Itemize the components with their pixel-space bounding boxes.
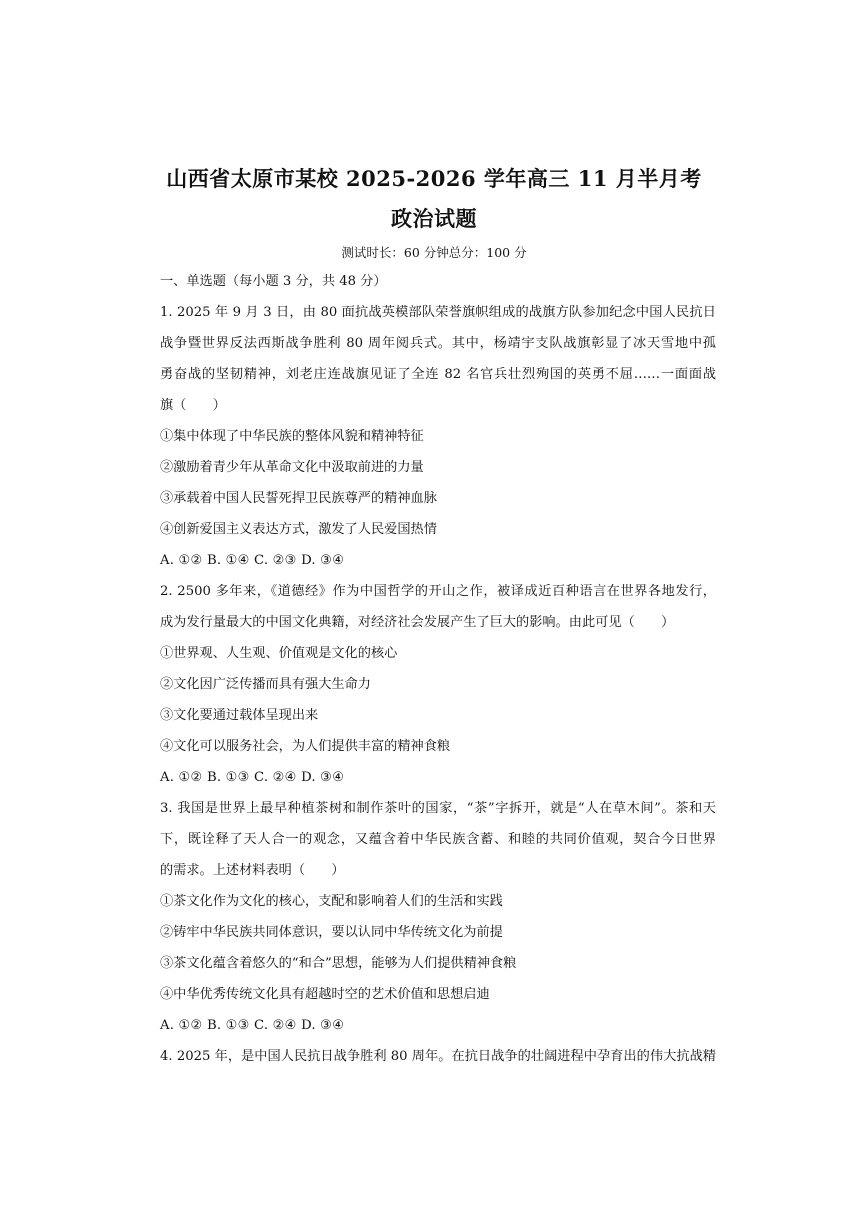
question-3-choices: A. ①② B. ①③ C. ②④ D. ③④ — [160, 1018, 345, 1033]
question-1-item-1: ①集中体现了中华民族的整体风貌和精神特征 — [160, 429, 424, 444]
question-3-item-4: ④中华优秀传统文化具有超越时空的艺术价值和思想启迪 — [160, 987, 490, 1002]
section-heading: 一、单选题（每小题 3 分，共 48 分） — [160, 274, 387, 289]
question-2-stem-line-2: 成为发行量最大的中国文化典籍，对经济社会发展产生了巨大的影响。由此可见（ ） — [160, 615, 675, 630]
question-3-item-3: ③茶文化蕴含着悠久的“和合”思想，能够为人们提供精神食粮 — [160, 956, 517, 971]
question-3-stem-line-2: 下，既诠释了天人合一的观念，又蕴含着中华民族含蓄、和睦的共同价值观，契合今日世界 — [160, 832, 716, 847]
question-2-item-2: ②文化因广泛传播而具有强大生命力 — [160, 677, 371, 692]
exam-info: 测试时长：60 分钟总分：100 分 — [341, 245, 527, 260]
exam-title: 山西省太原市某校 2025-2026 学年高三 11 月半月考 — [166, 166, 702, 191]
question-1-choices: A. ①② B. ①④ C. ②③ D. ③④ — [160, 553, 345, 568]
question-2-item-3: ③文化要通过载体呈现出来 — [160, 708, 319, 723]
question-1-item-2: ②激励着青少年从革命文化中汲取前进的力量 — [160, 460, 424, 475]
question-2-choices: A. ①② B. ①③ C. ②④ D. ③④ — [160, 770, 345, 785]
question-3-stem-line-3: 的需求。上述材料表明（ ） — [160, 863, 345, 878]
exam-subtitle: 政治试题 — [391, 206, 477, 231]
question-2-item-4: ④文化可以服务社会，为人们提供丰富的精神食粮 — [160, 739, 451, 754]
question-3-item-2: ②铸牢中华民族共同体意识，要以认同中华传统文化为前提 — [160, 925, 503, 940]
question-1-stem-line-3: 勇奋战的坚韧精神，刘老庄连战旗见证了全连 82 名官兵壮烈殉国的英勇不屈……一面面战 — [160, 367, 716, 382]
question-3-stem-line-1: 3. 我国是世界上最早种植茶树和制作茶叶的国家，“茶”字拆开，就是“人在草木间”。茶和天 — [160, 801, 716, 816]
question-1-item-4: ④创新爱国主义表达方式，激发了人民爱国热情 — [160, 522, 437, 537]
question-2-item-1: ①世界观、人生观、价值观是文化的核心 — [160, 646, 398, 661]
question-1-stem-line-2: 战争暨世界反法西斯战争胜利 80 周年阅兵式。其中，杨靖宇支队战旗彰显了冰天雪地中孤 — [160, 336, 716, 351]
question-1-stem-line-4: 旗（ ） — [160, 398, 226, 413]
question-3-item-1: ①茶文化作为文化的核心，支配和影响着人们的生活和实践 — [160, 894, 503, 909]
question-1-item-3: ③承载着中国人民誓死捍卫民族尊严的精神血脉 — [160, 491, 437, 506]
question-1-stem-line-1: 1. 2025 年 9 月 3 日，由 80 面抗战英模部队荣誉旗帜组成的战旗方队参加纪念中国人民抗日 — [160, 305, 716, 320]
question-4-stem-line-1: 4. 2025 年，是中国人民抗日战争胜利 80 周年。在抗日战争的壮阔进程中孕育出的伟大抗战精 — [160, 1049, 716, 1064]
question-2-stem-line-1: 2. 2500 多年来，《道德经》作为中国哲学的开山之作，被译成近百种语言在世界各地发行， — [160, 584, 716, 599]
